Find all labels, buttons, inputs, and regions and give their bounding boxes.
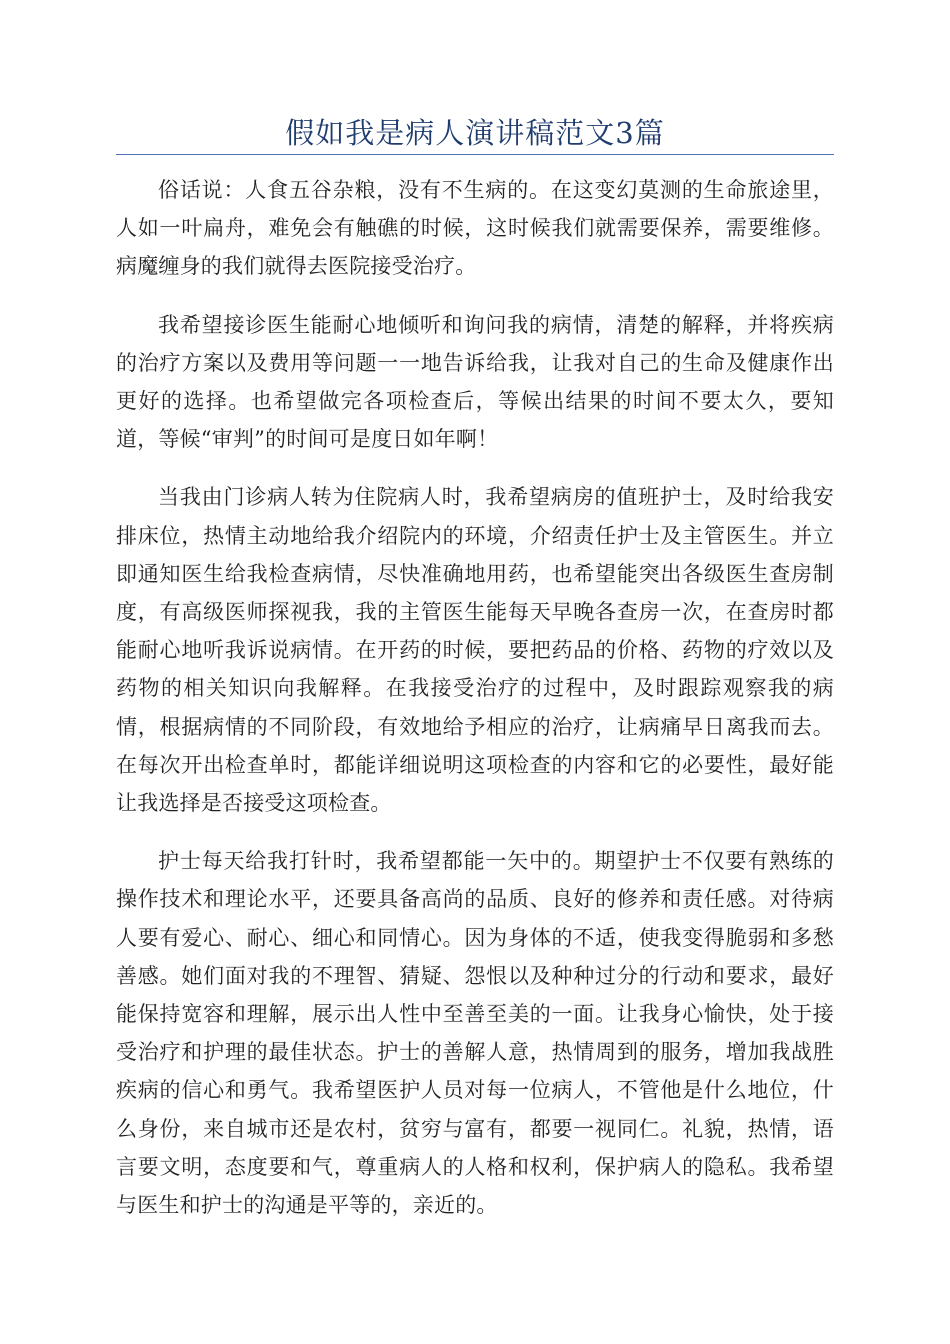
paragraph-3: 当我由门诊病人转为住院病人时，我希望病房的值班护士，及时给我安排床位，热情主动地给我介绍院内的环境，介绍责任护士及主管医生。并立即通知医生给我检查病情，尽快准确地用药，也希望能突出各级医生查房制度，有高级医师探视我，我的主管医生能每天早晚各查房一次，在查房时都能耐心地听我诉说病情。在开药的时候，要把药品的价格、药物的疗效以及药物的相关知识向我解释。在我接受治疗的过程中，及时跟踪观察我的病情，根据病情的不同阶段，有效地给予相应的治疗，让病痛早日离我而去。在每次开出检查单时，都能详细说明这项检查的内容和它的必要性，最好能让我选择是否接受这项检查。	[116, 485, 834, 816]
document-body	[116, 171, 834, 1244]
paragraph-4: 护士每天给我打针时，我希望都能一矢中的。期望护士不仅要有熟练的操作技术和理论水平，还要具备高尚的品质、良好的修养和责任感。对待病人要有爱心、耐心、细心和同情心。因为身体的不适，使我变得脆弱和多愁善感。她们面对我的不理智、猜疑、怨恨以及种种过分的行动和要求，最好能保持宽容和理解，展示出人性中至善至美的一面。让我身心愉快，处于接受治疗和护理的最佳状态。护士的善解人意，热情周到的服务，增加我战胜疾病的信心和勇气。我希望医护人员对每一位病人，不管他是什么地位，什么身份，来自城市还是农村，贫穷与富有，都要一视同仁。礼貌，热情，语言要文明，态度要和气，尊重病人的人格和权利，保护病人的隐私。我希望与医生和护士的沟通是平等的，亲近的。	[116, 849, 834, 1218]
title-underline	[116, 154, 834, 155]
paragraph-2: 我希望接诊医生能耐心地倾听和询问我的病情，清楚的解释，并将疾病的治疗方案以及费用等问题一一地告诉给我，让我对自己的生命及健康作出更好的选择。也希望做完各项检查后，等候出结果的时间不要太久，要知道，等候“审判”的时间可是度日如年啊！	[116, 312, 834, 452]
paragraph-1: 俗话说：人食五谷杂粮，没有不生病的。在这变幻莫测的生命旅途里，人如一叶扁舟，难免会有触礁的时候，这时候我们就需要保养，需要维修。病魔缠身的我们就得去医院接受治疗。	[116, 178, 834, 279]
document-title: 假如我是病人演讲稿范文3篇	[285, 116, 665, 150]
document-page	[116, 0, 834, 1344]
